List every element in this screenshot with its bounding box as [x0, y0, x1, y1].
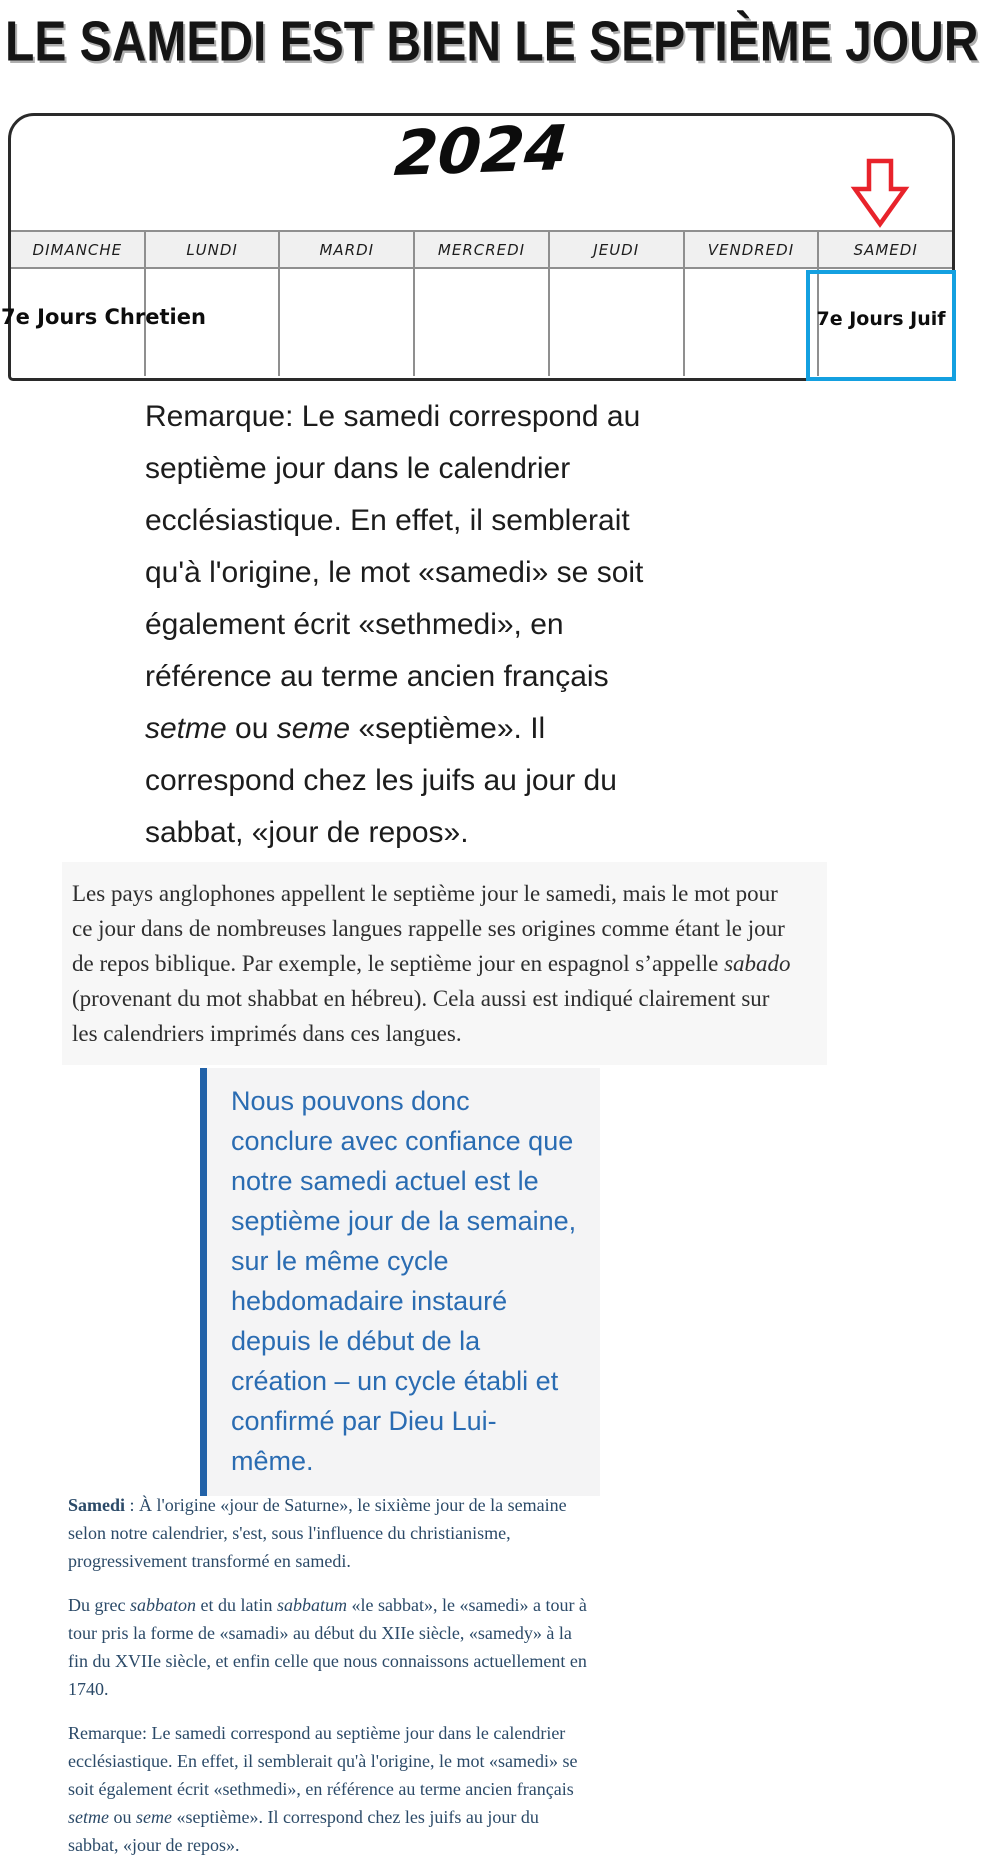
- seventh-day-christian-note: 7e Jours Chretien: [1, 305, 206, 329]
- day-header-dimanche: DIMANCHE: [11, 232, 146, 267]
- calendar-cell-jeudi: [550, 269, 685, 376]
- calendar-cell-vendredi: [685, 269, 820, 376]
- seventh-day-jewish-note: 7e Jours Juif: [816, 308, 946, 330]
- calendar-cell-mercredi: [415, 269, 550, 376]
- etymology-section: [68, 1491, 593, 1859]
- day-header-mercredi: MERCREDI: [415, 232, 550, 267]
- remark-paragraph: Remarque: Le samedi correspond au septième jour dans le calendrier ecclésiastique. En effet, il semblerait qu'à l'origine, le mot «samedi» se soit également écrit «sethmedi», en référence au terme ancien français setme ou seme «septième». Il correspond chez les juifs au jour du sabbat, «jour de repos».: [145, 400, 644, 849]
- day-header-vendredi: VENDREDI: [685, 232, 820, 267]
- down-arrow-icon: [843, 158, 917, 230]
- day-header-jeudi: JEUDI: [550, 232, 685, 267]
- calendar-year: 2024: [392, 111, 571, 190]
- page-title: LE SAMEDI EST BIEN LE SEPTIÈME JOUR: [5, 11, 979, 74]
- calendar-header-row: [11, 230, 952, 269]
- etymology-paragraph-sabbaton: Du grec sabbaton et du latin sabbatum «le sabbat», le «samedi» a tour à tour pris la forme de «samadi» au début du XIIe siècle, «samedy» à la fin du XVIIe siècle, et enfin celle que nous connaissons actuellement en 1740.: [68, 1595, 587, 1699]
- conclusion-quote-block: [200, 1068, 600, 1496]
- conclusion-quote-text: Nous pouvons donc conclure avec confiance que notre samedi actuel est le septième jour de la semaine, sur le même cycle hebdomadaire instauré depuis le début de la création – un cycle établi et confirmé par Dieu Lui-même.: [231, 1086, 577, 1476]
- day-header-lundi: LUNDI: [146, 232, 281, 267]
- day-header-samedi: SAMEDI: [853, 240, 918, 259]
- day-header-mardi: MARDI: [280, 232, 415, 267]
- etymology-paragraph-remarque: Remarque: Le samedi correspond au septième jour dans le calendrier ecclésiastique. En effet, il semblerait qu'à l'origine, le mot «samedi» se soit également écrit «sethmedi», en référence au terme ancien français setme ou seme «septième». Il correspond chez les juifs au jour du sabbat, «jour de repos».: [68, 1723, 578, 1855]
- anglophone-languages-paragraph: Les pays anglophones appellent le septième jour le samedi, mais le mot pour ce jour dans de nombreuses langues rappelle ses origines comme étant le jour de repos biblique. Par exemple, le septième jour en espagnol s’appelle sabado (provenant du mot shabbat en hébreu). Cela aussi est indiqué clairement sur les calendriers imprimés dans ces langues.: [62, 862, 827, 1065]
- etymology-paragraph-saturne: Samedi : À l'origine «jour de Saturne», le sixième jour de la semaine selon notre calendrier, s'est, sous l'influence du christianisme, progressivement transformé en samedi.: [68, 1495, 567, 1571]
- calendar-cell-mardi: [280, 269, 415, 376]
